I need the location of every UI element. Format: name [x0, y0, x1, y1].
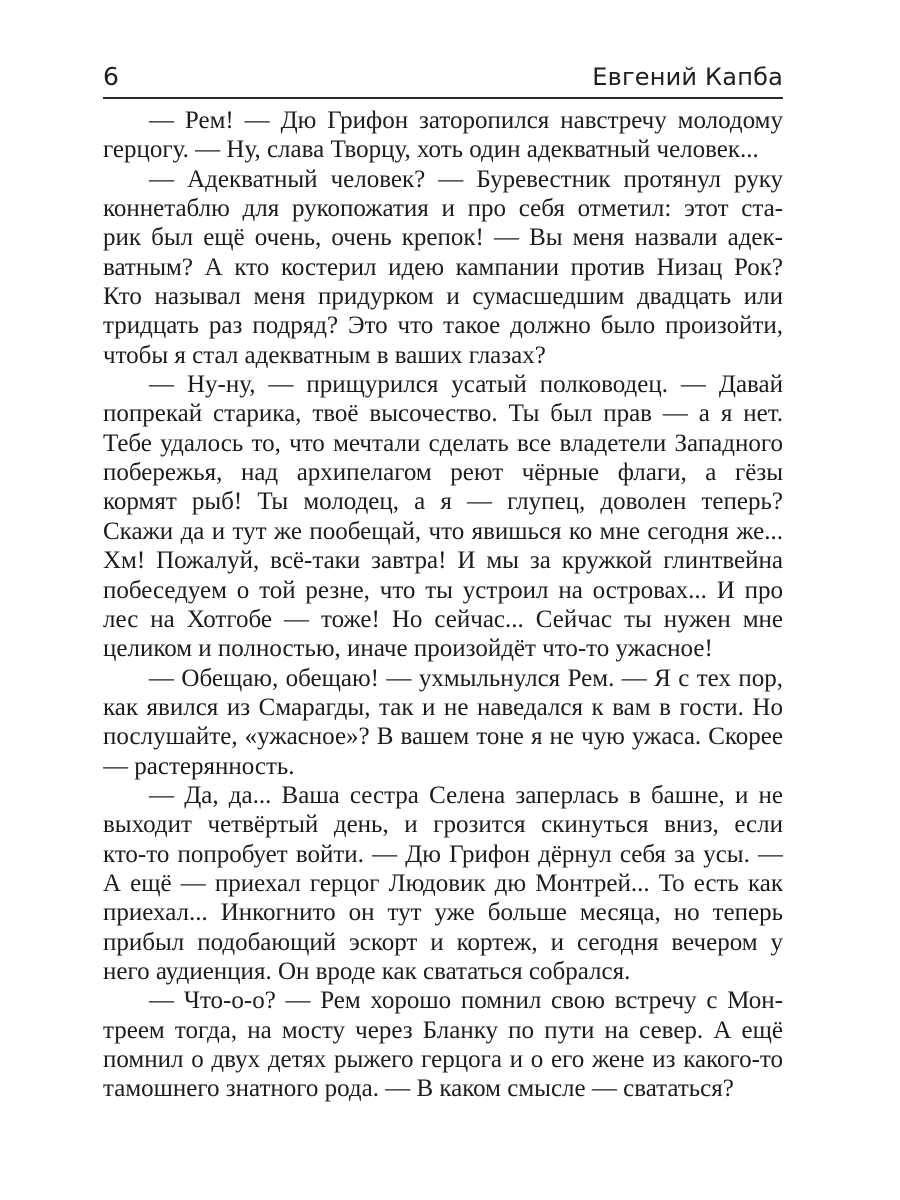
body-text [103, 106, 783, 1104]
text-line: кормят рыб! Ты молодец, а я — глупец, доволен теперь? [103, 488, 783, 516]
text-line: выходит четвёртый день, и грозится скинуться вниз, если [103, 811, 783, 839]
header-rule [103, 97, 783, 99]
text-line: Хм! Пожалуй, всё-таки завтра! И мы за кружкой глинтвейна [103, 547, 783, 575]
page-number: 6 [103, 62, 119, 91]
text-line: послушайте, «ужасное»? В вашем тоне я не чую ужаса. Скорее [103, 723, 783, 751]
text-line: коннетаблю для рукопожатия и про себя отметил: этот ста- [103, 195, 783, 223]
text-line: целиком и полностью, иначе произойдёт что-то ужасное! [103, 635, 713, 663]
text-line: тамошнего знатного рода. — В каком смысле — свататься? [103, 1075, 734, 1103]
text-line: — Обещаю, обещаю! — ухмыльнулся Рем. — Я с тех пор, [149, 664, 783, 692]
text-line: тридцать раз подряд? Это что такое должно было произойти, [103, 312, 783, 340]
text-line: А ещё — приехал герцог Людовик дю Монтрей... То есть как [103, 869, 783, 897]
text-line: рик был ещё очень, очень крепок! — Вы меня назвали адек- [103, 224, 783, 252]
text-line: ватным? А кто костерил идею кампании против Низац Рок? [103, 253, 783, 281]
text-line: герцогу. — Ну, слава Творцу, хоть один адекватный человек... [103, 136, 759, 164]
text-line: лес на Хотгобе — тоже! Но сейчас... Сейчас ты нужен мне [103, 605, 783, 633]
text-line: как явился из Смарагды, так и не наведался к вам в гости. Но [103, 693, 783, 721]
text-line: прибыл подобающий эскорт и кортеж, и сегодня вечером у [103, 928, 783, 956]
text-line: побережья, над архипелагом реют чёрные флаги, а гёзы [103, 459, 783, 487]
text-line: Кто называл меня придурком и сумасшедшим двадцать или [103, 283, 783, 311]
text-line: него аудиенция. Он вроде как свататься собрался. [103, 957, 631, 985]
text-line: — растерянность. [103, 752, 295, 780]
text-line: попрекай старика, твоё высочество. Ты был прав — а я нет. [103, 400, 783, 428]
text-line: Тебе удалось то, что мечтали сделать все владетели Западного [103, 429, 783, 457]
text-line: кто-то попробует войти. — Дю Грифон дёрнул себя за усы. — [103, 840, 783, 868]
text-line: — Рем! — Дю Грифон заторопился навстречу молодому [149, 107, 783, 134]
text-line: — Что-о-о? — Рем хорошо помнил свою встречу с Мон- [149, 987, 783, 1015]
text-line: — Да, да... Ваша сестра Селена заперлась в башне, и не [149, 781, 783, 809]
text-line: помнил о двух детях рыжего герцога и о его жене из какого-то [103, 1046, 783, 1073]
running-header [103, 62, 783, 96]
text-line: Скажи да и тут же пообещай, что явишься ко мне сегодня же... [103, 517, 783, 545]
text-line: побеседуем о той резне, что ты устроил на островах... И про [103, 576, 783, 604]
text-line: чтобы я стал адекватным в ваших глазах? [103, 341, 546, 369]
text-line: треем тогда, на мосту через Бланку по пути на север. А ещё [103, 1016, 783, 1044]
text-line: — Ну-ну, — прищурился усатый полководец. — Давай [149, 371, 783, 399]
running-header-author: Евгений Капба [592, 63, 783, 91]
text-line: — Адекватный человек? — Буревестник протянул руку [149, 165, 783, 193]
text-line: приехал... Инкогнито он тут уже больше месяца, но теперь [103, 899, 783, 927]
